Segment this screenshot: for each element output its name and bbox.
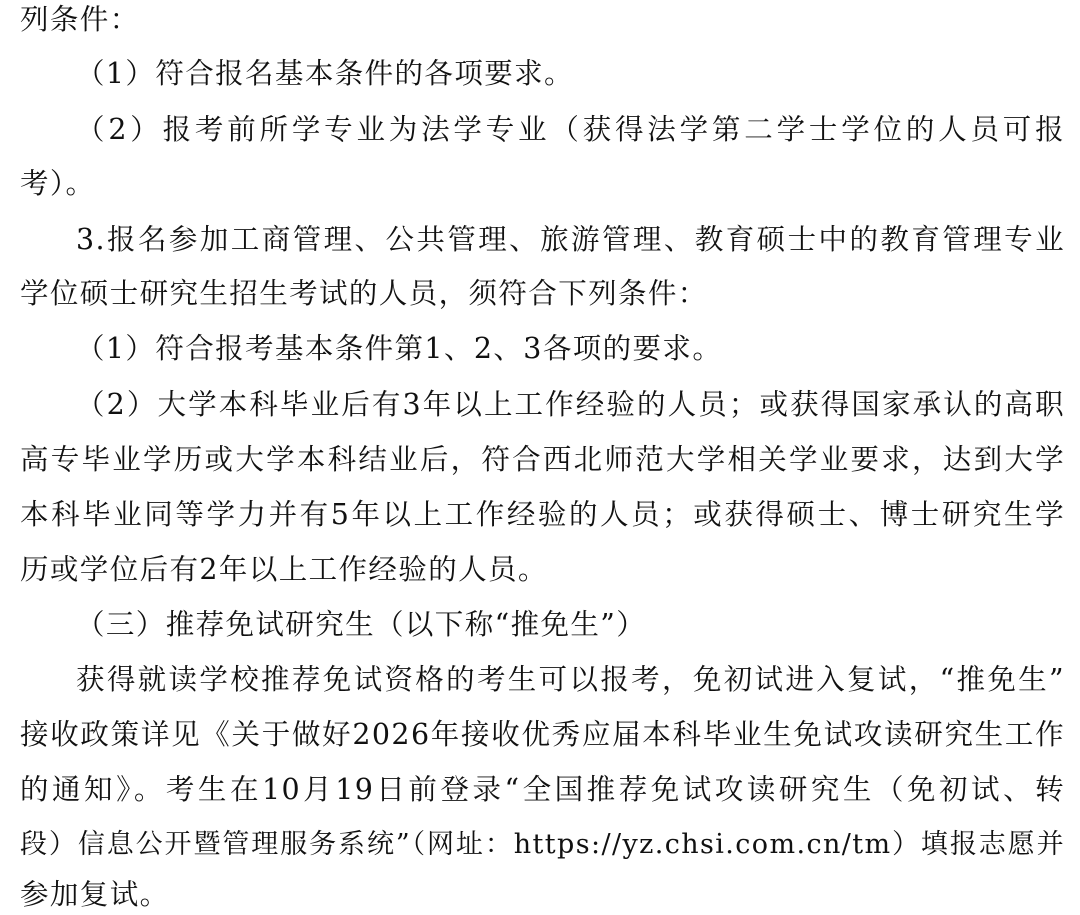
section-heading: （三）推荐免试研究生（以下称“推免生”） [76,608,647,641]
text-line-9: 高专毕业学历或大学本科结业后，符合西北师范大学相关学业要求，达到大学 [20,443,1065,476]
text-line-2: （1）符合报名基本条件的各项要求。 [76,57,574,90]
text-line-13: 获得就读学校推荐免试资格的考生可以报考，免初试进入复试，“推免生” [76,663,1065,696]
text-line-10: 本科毕业同等学力并有5年以上工作经验的人员；或获得硕士、博士研究生学 [20,498,1065,531]
text-line-7: （1）符合报考基本条件第1、2、3各项的要求。 [76,332,723,365]
text-line-16: 段）信息公开暨管理服务系统”（网址：https://yz.chsi.com.cn/tm）填报志愿并 [20,829,1065,860]
text-line-15: 的通知》。考生在10月19日前登录“全国推荐免试攻读研究生（免初试、转 [20,773,1065,806]
text-line-4: 考）。 [20,167,96,200]
text-line-5: 3.报名参加工商管理、公共管理、旅游管理、教育硕士中的教育管理专业 [76,223,1065,256]
text-line-1: 列条件： [20,3,140,36]
text-line-17: 参加复试。 [20,878,170,911]
text-line-14: 接收政策详见《关于做好2026年接收优秀应届本科毕业生免试攻读研究生工作 [20,718,1065,751]
text-line-11: 历或学位后有2年以上工作经验的人员。 [20,553,548,586]
text-line-3: （2）报考前所学专业为法学专业（获得法学第二学士学位的人员可报 [76,113,1065,146]
text-line-8: （2）大学本科毕业后有3年以上工作经验的人员；或获得国家承认的高职 [76,388,1065,421]
text-line-6: 学位硕士研究生招生考试的人员，须符合下列条件： [20,277,708,310]
